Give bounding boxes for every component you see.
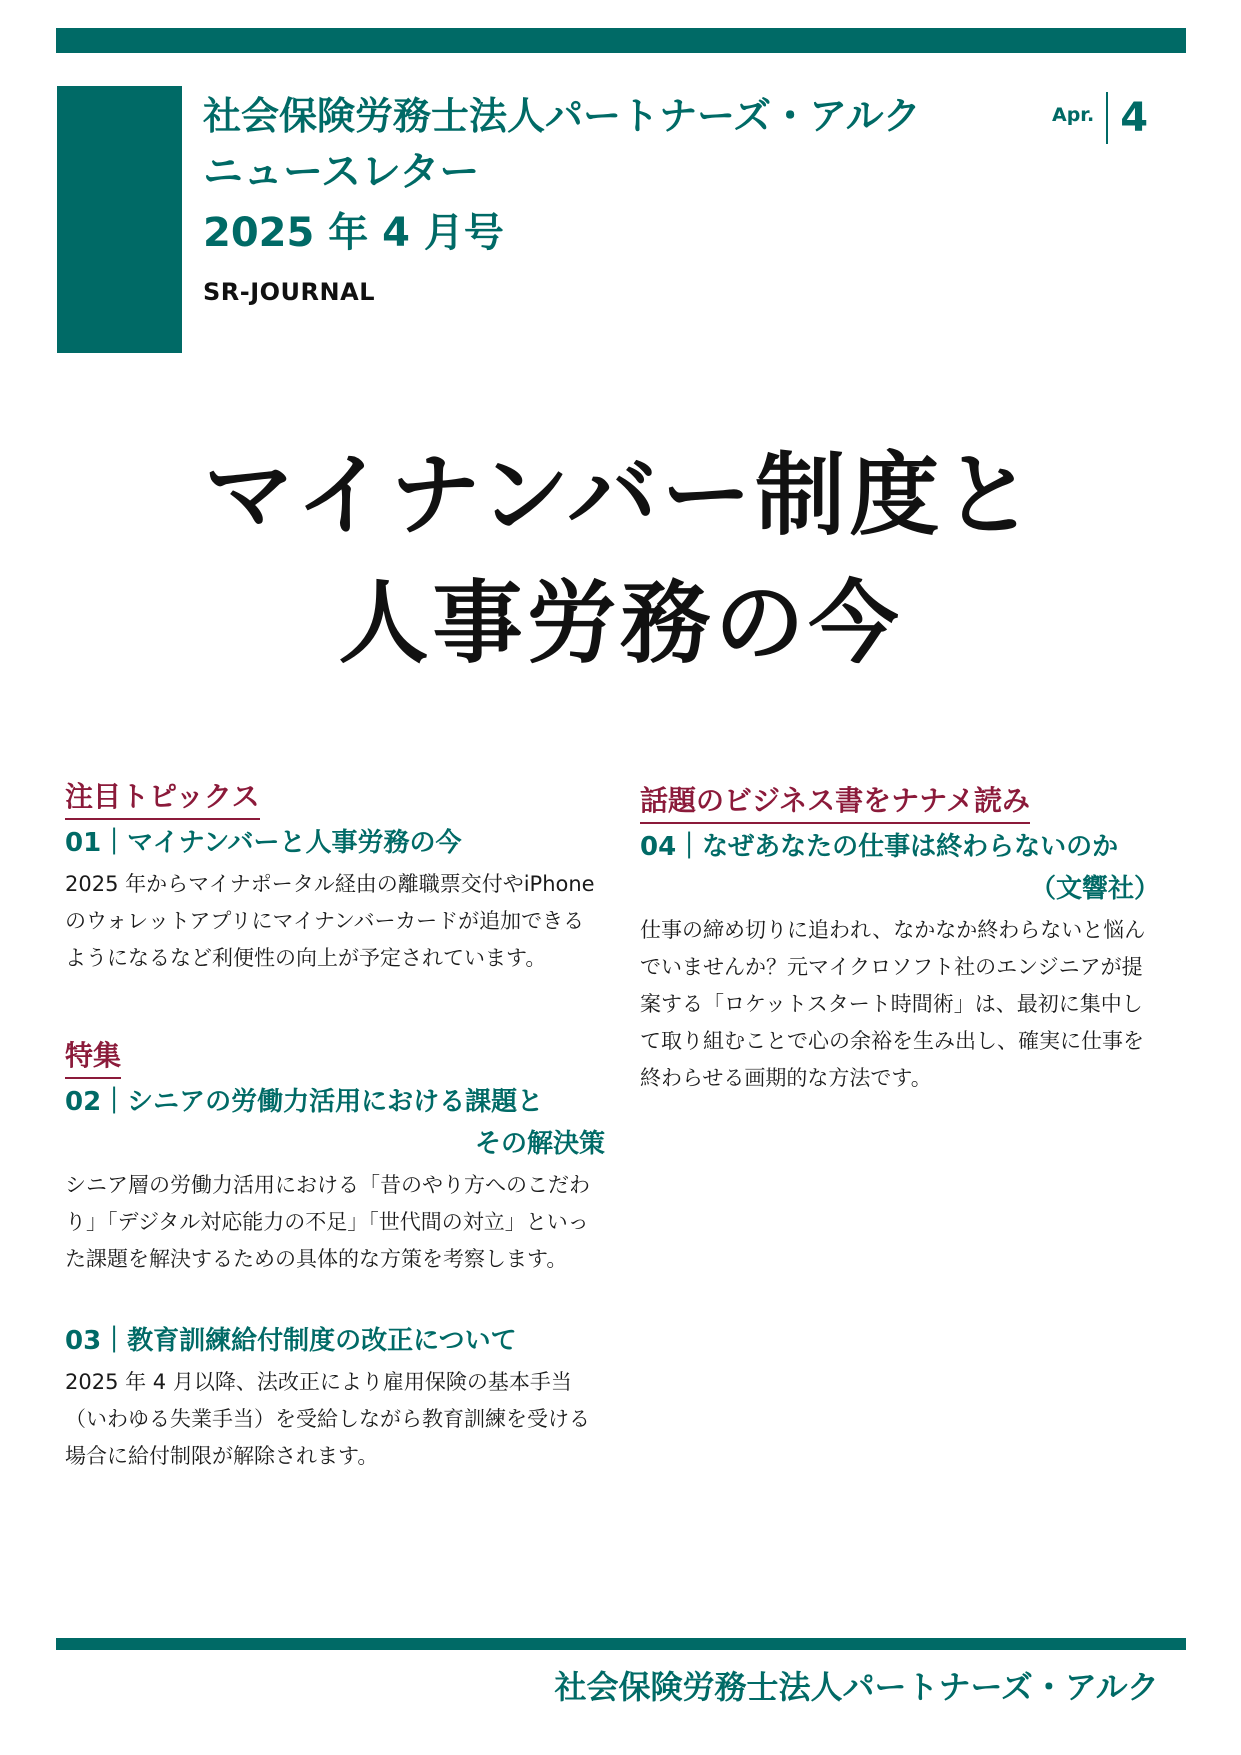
section-label-feature: 特集 (65, 1037, 121, 1079)
item-01-body: 2025 年からマイナポータル経由の離職票交付やiPhone のウォレットアプリにマイナンバーカードが追加できるようになるなど利便性の向上が予定されています。 (65, 872, 595, 970)
masthead-date: 2025 年 4 月号 (203, 210, 504, 256)
bottom-accent-bar (56, 1638, 1186, 1650)
item-03-title: 03｜教育訓練給付制度の改正について (65, 1326, 517, 1356)
issue-month: Apr. (1052, 104, 1095, 126)
issue-number: 4 (1120, 95, 1149, 141)
section-label-topics: 注目トピックス (65, 778, 260, 820)
masthead-org: 社会保険労務士法人パートナーズ・アルク (203, 94, 921, 138)
masthead-subtitle: SR-JOURNAL (203, 278, 375, 306)
main-headline (0, 432, 1241, 688)
masthead (203, 90, 1003, 306)
item-02-title: 02｜シニアの労働力活用における課題と (65, 1087, 544, 1117)
item-02-title-cont: その解決策 (474, 1129, 605, 1159)
top-accent-bar (56, 28, 1186, 53)
masthead-title: ニュースレター (203, 149, 480, 195)
headline-line-1: マイナンバー制度と (203, 443, 1038, 548)
headline-line-2: 人事労務の今 (338, 571, 903, 676)
item-02-body: シニア層の労働力活用における「昔のやり方へのこだわり」「デジタル対応能力の不足」「世代間の対立」といった課題を解決するための具体的な方策を考察します。 (65, 1173, 590, 1271)
item-03-body: 2025 年 4 月以降、法改正により雇用保険の基本手当（いわゆる失業手当）を受給しながら教育訓練を受ける場合に給付制限が解除されます。 (65, 1370, 590, 1468)
issue-badge (1052, 90, 1148, 146)
footer-org: 社会保険労務士法人パートナーズ・アルク (554, 1668, 1159, 1706)
left-column (65, 778, 605, 1475)
item-04-title: 04｜なぜあなたの仕事は終わらないのか (640, 832, 1119, 862)
section-label-books: 話題のビジネス書をナナメ読み (640, 782, 1030, 824)
masthead-color-block (57, 86, 182, 353)
item-04-publisher: （文響社） (1029, 874, 1160, 904)
item-01-title: 01｜マイナンバーと人事労務の今 (65, 828, 462, 858)
item-04-body: 仕事の締め切りに追われ、なかなか終わらないと悩んでいませんか？元マイクロソフト社のエンジニアが提案する「ロケットスタート時間術」は、最初に集中して取り組むことで心の余裕を生み出し、確実に仕事を終わらせる画期的な方法です。 (640, 918, 1146, 1090)
right-column (640, 782, 1160, 1097)
